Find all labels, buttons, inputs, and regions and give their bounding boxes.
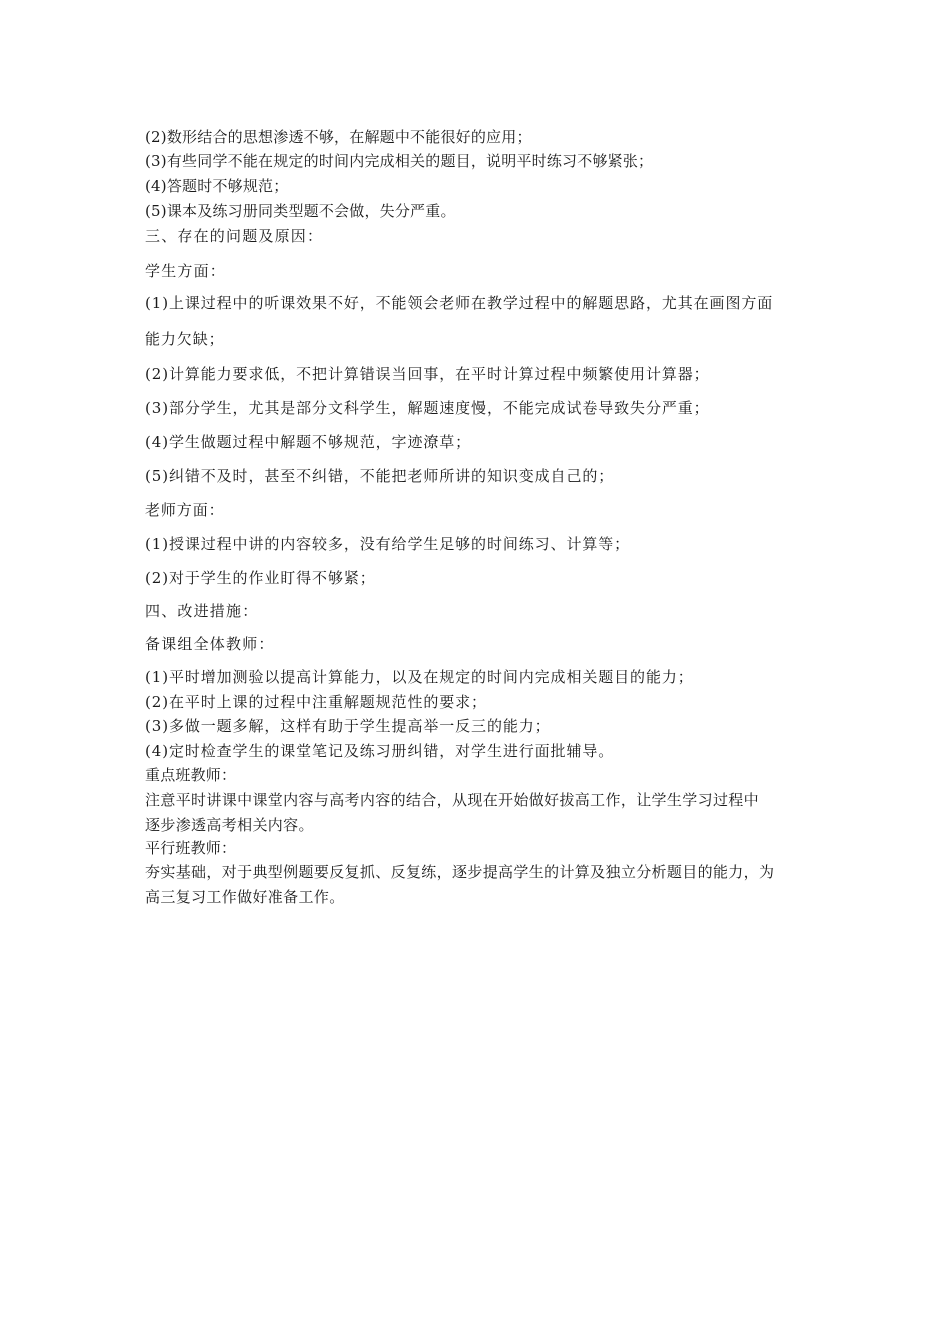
- list-item: (1)上课过程中的听课效果不好，不能领会老师在教学过程中的解题思路，尤其在画图方面: [145, 294, 774, 312]
- paragraph-line: 夯实基础，对于典型例题要反复抓、反复练，逐步提高学生的计算及独立分析题目的能力，为: [145, 863, 775, 881]
- key-class-label: 重点班教师：: [145, 766, 237, 784]
- paragraph-line: 逐步渗透高考相关内容。: [145, 816, 314, 834]
- list-item: (2)数形结合的思想渗透不够，在解题中不能很好的应用；: [145, 128, 532, 146]
- paragraph-line: 注意平时讲课中课堂内容与高考内容的结合，从现在开始做好拔高工作，让学生学习过程中: [145, 791, 760, 809]
- list-item: (4)答题时不够规范；: [145, 177, 289, 195]
- list-item: (3)有些同学不能在规定的时间内完成相关的题目，说明平时练习不够紧张；: [145, 152, 654, 170]
- list-item: (3)部分学生，尤其是部分文科学生，解题速度慢，不能完成试卷导致失分严重；: [145, 399, 710, 417]
- list-item: (5)课本及练习册同类型题不会做，失分严重。: [145, 202, 456, 220]
- teachers-label: 老师方面：: [145, 501, 225, 519]
- list-item: (1)平时增加测验以提高计算能力，以及在规定的时间内完成相关题目的能力；: [145, 668, 694, 686]
- list-item: (2)计算能力要求低，不把计算错误当回事，在平时计算过程中频繁使用计算器；: [145, 365, 710, 383]
- section-heading-improvements: 四、改进措施：: [145, 602, 259, 620]
- all-teachers-label: 备课组全体教师：: [145, 635, 275, 653]
- list-item: (3)多做一题多解，这样有助于学生提高举一反三的能力；: [145, 717, 551, 735]
- list-item: (1)授课过程中讲的内容较多，没有给学生足够的时间练习、计算等；: [145, 535, 631, 553]
- section-heading-problems: 三、存在的问题及原因：: [145, 227, 324, 245]
- list-item: (2)在平时上课的过程中注重解题规范性的要求；: [145, 693, 487, 711]
- list-item: 能力欠缺；: [145, 330, 225, 348]
- paragraph-line: 高三复习工作做好准备工作。: [145, 888, 345, 906]
- list-item: (4)学生做题过程中解题不够规范，字迹潦草；: [145, 433, 472, 451]
- list-item: (4)定时检查学生的课堂笔记及练习册纠错，对学生进行面批辅导。: [145, 742, 615, 760]
- list-item: (5)纠错不及时，甚至不纠错，不能把老师所讲的知识变成自己的；: [145, 467, 615, 485]
- parallel-class-label: 平行班教师：: [145, 839, 237, 857]
- list-item: (2)对于学生的作业盯得不够紧；: [145, 569, 376, 587]
- students-label: 学生方面：: [145, 262, 227, 280]
